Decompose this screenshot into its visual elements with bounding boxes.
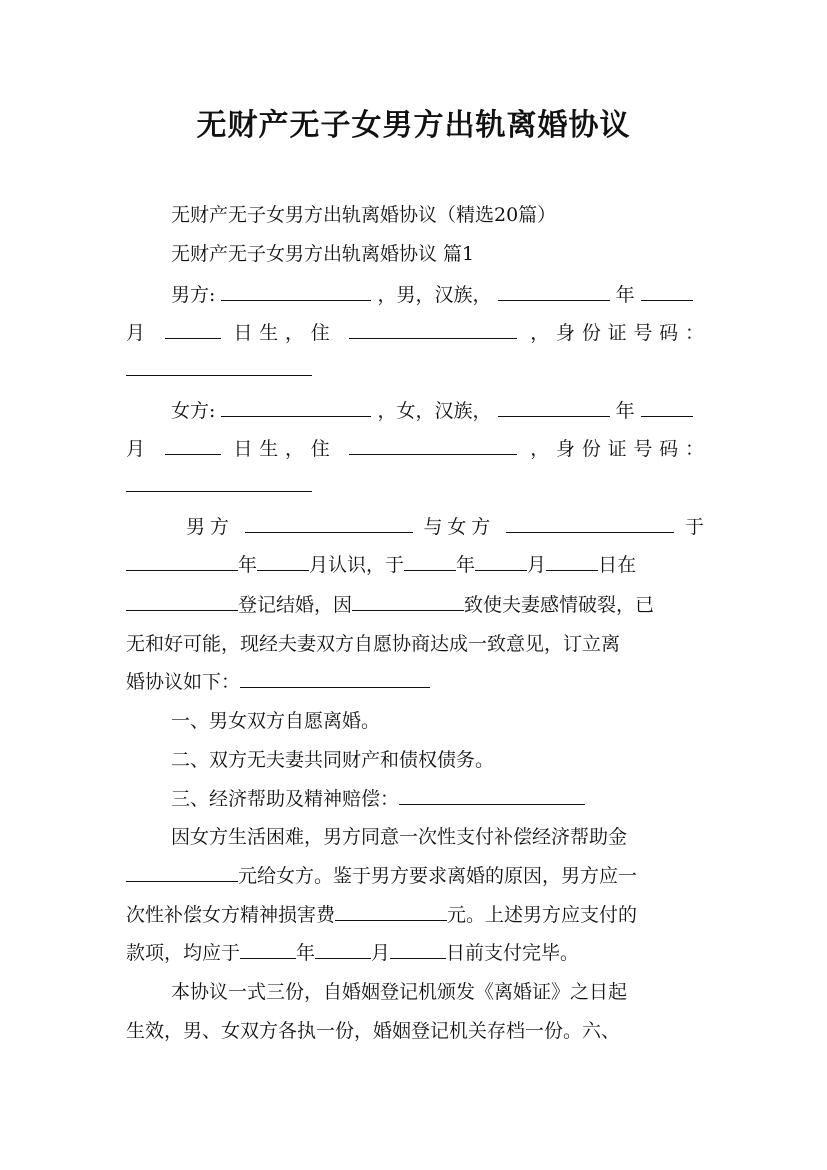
clause-1: 一、男女双方自愿离婚。 [171, 710, 381, 732]
marriage-registered: 登记结婚，因 [238, 594, 353, 616]
marriage-line-5 [126, 667, 430, 694]
marry-year-blank[interactable] [404, 552, 456, 571]
compensation-line-4c: 月 [371, 942, 391, 964]
marriage-met: 月认识，于 [309, 554, 405, 576]
pay-month-blank[interactable] [315, 940, 371, 959]
man-id-blank[interactable] [126, 357, 312, 376]
met-month-blank[interactable] [257, 552, 309, 571]
clause-2: 二、双方无夫妻共同财产和债权债务。 [171, 749, 495, 771]
man-year: 年 [615, 284, 635, 306]
marriage-man: 男方 [186, 516, 234, 538]
compensation-line-4d: 日前支付完毕。 [446, 942, 580, 964]
man-mid: ，男，汉族， [377, 284, 492, 306]
marriage-and-woman: 与女方 [423, 516, 496, 538]
woman-birth-year-blank[interactable] [498, 398, 610, 417]
man-line-3 [126, 357, 312, 381]
marriage-day-at: 日在 [598, 554, 637, 576]
marriage-yu: 于 [684, 516, 704, 538]
woman-mid: ，女，汉族， [377, 400, 492, 422]
marriage-line-3 [126, 590, 654, 617]
pay-year-blank[interactable] [240, 940, 296, 959]
marriage-agreement: 婚协议如下： [126, 671, 241, 693]
woman-line-2 [126, 434, 704, 461]
woman-name-blank[interactable] [221, 398, 371, 417]
damage-amount-blank[interactable] [335, 902, 447, 921]
effect-line-2: 生效，男、女双方各执一份，婚姻登记机关存档一份。六、 [126, 1020, 621, 1042]
marriage-month2: 月 [527, 554, 547, 576]
compensation-line-4 [126, 938, 579, 965]
compensation-line-1: 因女方生活困难，男方同意一次性支付补偿经济帮助金 [171, 826, 628, 848]
man-month: 月 [126, 322, 152, 344]
man-birth-month-blank[interactable] [641, 282, 693, 301]
pay-day-blank[interactable] [390, 940, 446, 959]
section-heading: 无财产无子女男方出轨离婚协议 篇1 [171, 243, 475, 265]
marriage-year1: 年 [238, 554, 258, 576]
man-address-blank[interactable] [349, 320, 517, 339]
reason-blank[interactable] [352, 592, 464, 611]
document-title: 无财产无子女男方出轨离婚协议 [196, 108, 631, 143]
woman-line-3 [126, 473, 312, 497]
marry-day-blank[interactable] [546, 552, 598, 571]
clause-3 [171, 784, 585, 811]
woman-id-label: ，身份证号码： [530, 438, 704, 460]
man-born: 日生，住 [233, 322, 337, 344]
woman-month: 月 [126, 438, 152, 460]
man-line-2 [126, 318, 704, 345]
effect-line-1: 本协议一式三份，自婚姻登记机颁发《离婚证》之日起 [171, 981, 628, 1003]
woman-line-1 [171, 396, 693, 423]
compensation-line-2-text: 元给女方。鉴于男方要求离婚的原因，男方应一 [238, 865, 638, 887]
agreement-blank[interactable] [240, 669, 430, 688]
marriage-year2: 年 [456, 554, 476, 576]
man-birth-day-blank[interactable] [165, 320, 221, 339]
marriage-man-blank[interactable] [245, 514, 413, 533]
compensation-line-4b: 年 [296, 942, 316, 964]
woman-label: 女方: [171, 400, 216, 422]
man-line-1 [171, 280, 693, 307]
woman-id-blank[interactable] [126, 473, 312, 492]
woman-birth-day-blank[interactable] [165, 436, 221, 455]
clause-3-blank[interactable] [399, 786, 585, 805]
woman-born: 日生，住 [233, 438, 337, 460]
marriage-line-4: 无和好可能，现经夫妻双方自愿协商达成一致意见，订立离 [126, 633, 621, 655]
clause-3-label: 三、经济帮助及精神赔偿： [171, 788, 400, 810]
compensation-line-3a: 次性补偿女方精神损害费 [126, 904, 336, 926]
woman-birth-month-blank[interactable] [641, 398, 693, 417]
woman-year: 年 [615, 400, 635, 422]
marriage-woman-blank[interactable] [506, 514, 674, 533]
marriage-line-1 [186, 512, 704, 539]
man-id-label: ，身份证号码： [530, 322, 704, 344]
man-label: 男方: [171, 284, 216, 306]
subtitle: 无财产无子女男方出轨离婚协议（精选20篇） [171, 204, 557, 226]
marriage-broke: 致使夫妻感情破裂，已 [464, 594, 655, 616]
marry-month-blank[interactable] [475, 552, 527, 571]
met-year-blank[interactable] [126, 552, 238, 571]
registry-blank[interactable] [126, 592, 238, 611]
compensation-line-3 [126, 900, 637, 927]
aid-amount-blank[interactable] [126, 863, 238, 882]
compensation-line-3b: 元。上述男方应支付的 [447, 904, 638, 926]
man-name-blank[interactable] [221, 282, 371, 301]
compensation-line-4a: 款项，均应于 [126, 942, 241, 964]
woman-address-blank[interactable] [349, 436, 517, 455]
man-birth-year-blank[interactable] [498, 282, 610, 301]
compensation-line-2 [126, 861, 637, 888]
marriage-line-2 [126, 550, 636, 577]
